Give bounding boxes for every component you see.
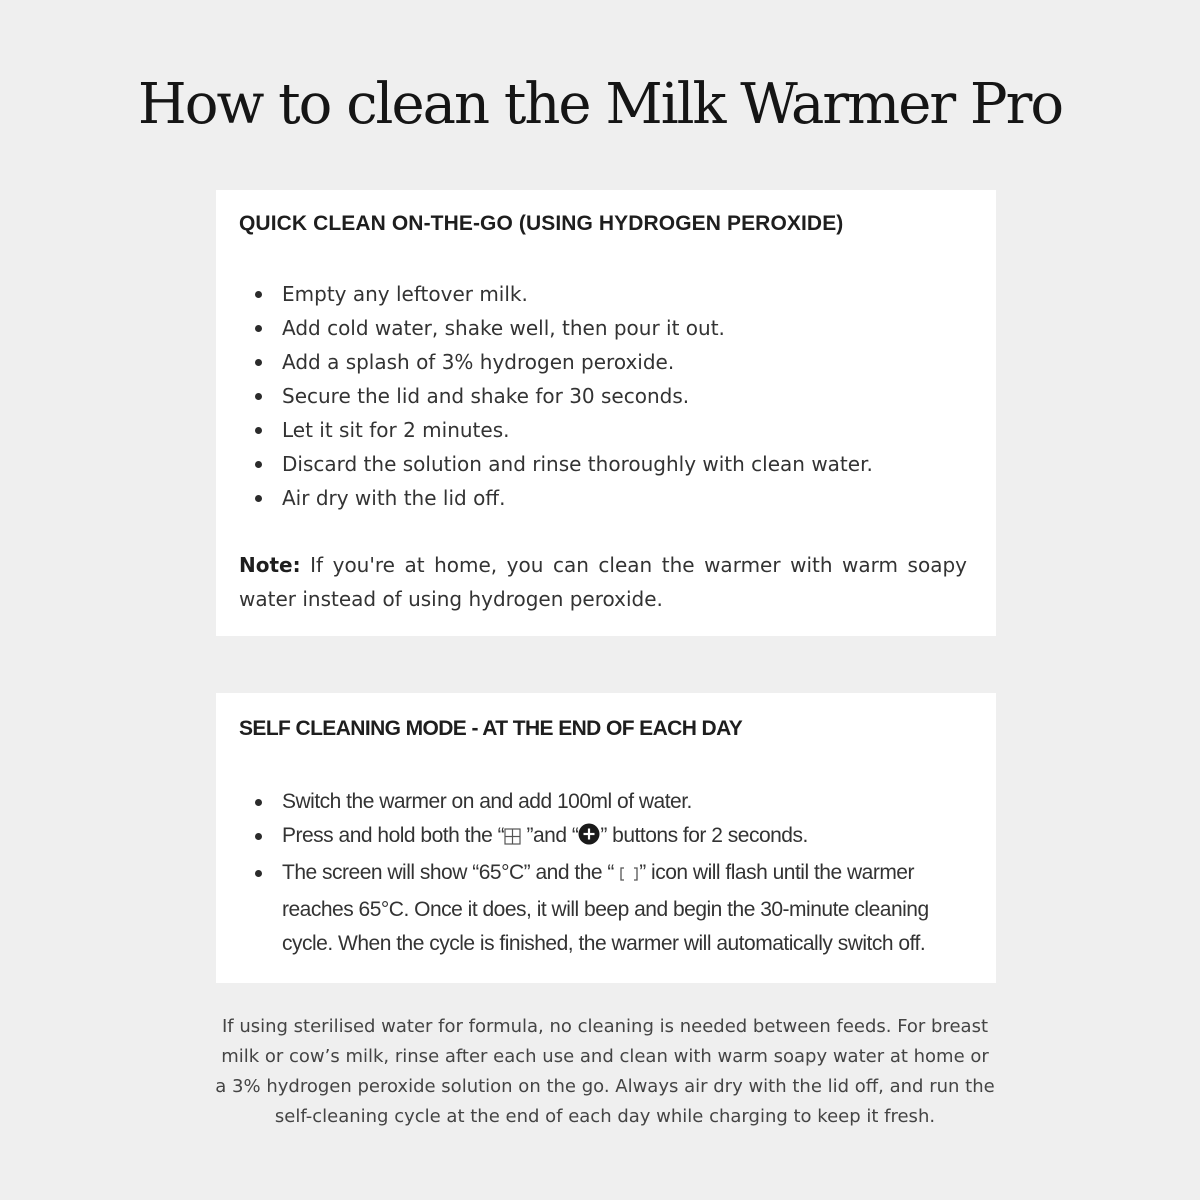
list-item: Empty any leftover milk.	[249, 277, 873, 311]
quick-clean-heading: QUICK CLEAN ON-THE-GO (USING HYDROGEN PEROXIDE)	[239, 212, 844, 235]
footer-summary: If using sterilised water for formula, no cleaning is needed between feeds. For breast milk or cow’s milk, rinse after each use and clean with warm soapy water at home or a 3% hydrogen peroxide solution on the go. Always air dry with the lid off, and run the self-cleaning cycle at the end of each day while charging to keep it fresh.	[215, 1016, 995, 1127]
list-item: Add a splash of 3% hydrogen peroxide.	[249, 345, 873, 379]
page-title: How to clean the Milk Warmer Pro	[137, 72, 1063, 137]
self-clean-card	[216, 693, 996, 983]
self-clean-heading: SELF CLEANING MODE - AT THE END OF EACH DAY	[239, 717, 743, 740]
list-item: Air dry with the lid off.	[249, 481, 873, 515]
plus-button-icon	[578, 822, 600, 856]
step-text: Press and hold both the “	[282, 824, 505, 847]
list-item	[249, 819, 969, 856]
step-text: ” icon will flash until the warmer reaches 65°C. Once it does, it will beep and begin the 30-minute cleaning cycle. When the cycle is finished, the warmer will automatically switch off.	[282, 861, 929, 955]
grid-button-icon	[504, 822, 521, 856]
note-paragraph	[239, 548, 967, 616]
list-item: Discard the solution and rinse thoroughly with clean water.	[249, 447, 873, 481]
note-label: Note:	[239, 553, 301, 577]
quick-clean-card	[216, 190, 996, 636]
step-text: ” buttons for 2 seconds.	[600, 824, 808, 847]
list-item: Secure the lid and shake for 30 seconds.	[249, 379, 873, 413]
bracket-icon	[619, 859, 639, 893]
step-text: The screen will show “65°C” and the “	[282, 861, 620, 884]
list-item	[249, 856, 969, 961]
list-item: Let it sit for 2 minutes.	[249, 413, 873, 447]
self-clean-steps	[249, 785, 969, 961]
list-item: Switch the warmer on and add 100ml of water.	[249, 785, 969, 819]
step-text: ”and “	[521, 824, 579, 847]
list-item: Add cold water, shake well, then pour it out.	[249, 311, 873, 345]
quick-clean-steps	[249, 277, 873, 515]
note-text: If you're at home, you can clean the warmer with warm soapy water instead of using hydrogen peroxide.	[239, 553, 967, 611]
